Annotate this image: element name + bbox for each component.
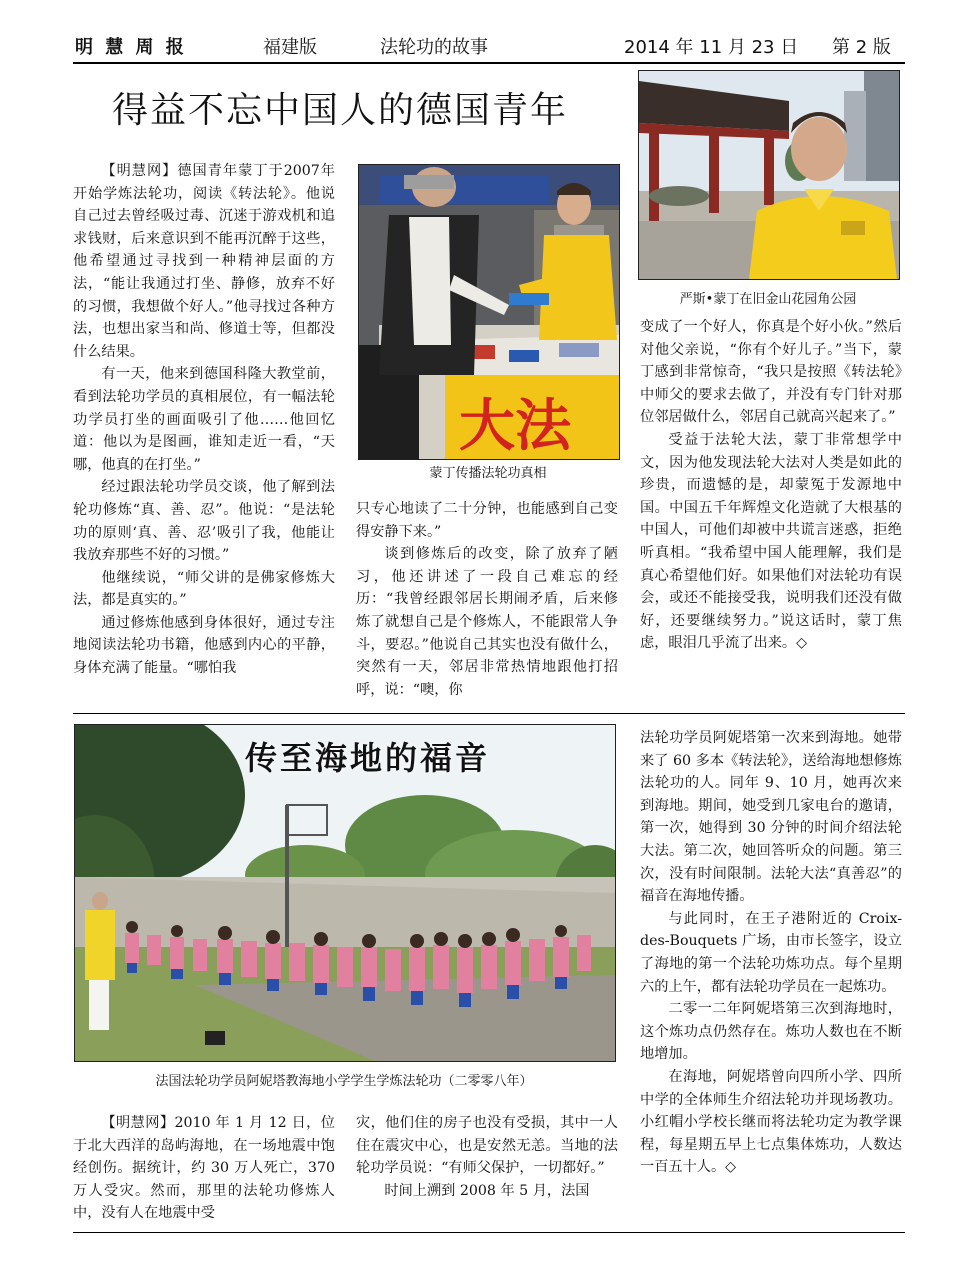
paragraph: 【明慧网】德国青年蒙丁于2007年开始学炼法轮功，阅读《转法轮》。他说自己过去曾经吸过毒、沉迷于游戏机和追求钱财，后来意识到不能再沉醉于这些，他希望通过寻找到一种精神层面的方法，“能让我通过打坐、静修，放弃不好的习惯，我想做个好人。”他寻找过各种方法，也想出家当和尚、修道士等，但都没什么结果。 (73, 163, 335, 360)
article2-col3 (640, 727, 902, 1227)
paragraph: 二零一二年阿妮塔第三次到海地时，这个炼功点仍然存在。炼功人数也在不断地增加。 (640, 1001, 902, 1063)
paragraph: 受益于法轮大法，蒙丁非常想学中文，因为他发现法轮大法对人类是如此的珍贵，而遗憾的是，却蒙冤于发源地中国。中国五千年辉煌文化造就了大根基的中国人，可他们却被中共谎言迷惑，拒绝听真相。“我希望中国人能理解，我们是真心希望他们好。如果他们对法轮功有误会，或还不能接受我，说明我们还没有做好，还要继续努力。”说这话时，蒙丁焦虑，眼泪几乎流了出来。◇ (640, 431, 902, 652)
article-divider (73, 713, 905, 714)
paragraph: 经过跟法轮功学员交谈，他了解到法轮功修炼“真、善、忍”。他说：“是法轮功的原则‘真、善、忍’吸引了我，他能让我放弃那些不好的习惯。” (73, 479, 335, 564)
article2-col2 (356, 1112, 618, 1228)
masthead-rule (73, 62, 905, 64)
article1-photo-booth (358, 164, 620, 460)
section-label: 法轮功的故事 (380, 37, 488, 58)
paragraph: 在海地，阿妮塔曾向四所小学、四所中学的全体师生介绍法轮功并现场教功。小红帽小学校长继而将法轮功定为教学课程，每星期五早上七点集体炼功，人数达一百五十人。◇ (640, 1068, 902, 1176)
paragraph: 有一天，他来到德国科隆大教堂前，看到法轮功学员的真相展位，有一幅法轮功学员打坐的画面吸引了他……他回忆道：他以为是图画，谁知走近一看，“天哪，他真的在打坐。” (73, 366, 335, 473)
masthead (73, 34, 903, 62)
page-number: 第 2 版 (832, 37, 891, 58)
article1-col3 (640, 316, 902, 702)
paragraph: 通过修炼他感到身体很好，通过专注地阅读法轮功书籍，他感到内心的平静，身体充满了能量。“哪怕我 (73, 614, 335, 677)
article1-photo2-caption: 严斯•蒙丁在旧金山花园角公园 (679, 292, 857, 307)
bottom-rule (73, 1232, 905, 1233)
article1-col2 (356, 498, 618, 702)
edition-label: 福建版 (263, 37, 317, 58)
article2-col1 (73, 1112, 335, 1228)
article1-photo1-caption: 蒙丁传播法轮功真相 (429, 466, 547, 481)
paragraph: 只专心地读了二十分钟，也能感到自己变得安静下来。” (356, 501, 618, 540)
paragraph: 法轮功学员阿妮塔第一次来到海地。她带来了 60 多本《转法轮》，送给海地想修炼法轮功的人。同年 9、10 月，她再次来到海地。期间，她受到几家电台的邀请，第一次，她得到 30 分钟的时间介绍法轮大法。第二次，她回答听众的问题。第三次，没有时间限制。法轮大法“真善忍”的福音在海地传播。 (640, 730, 902, 905)
article2-title: 传至海地的福音 (245, 739, 491, 777)
article1-title: 得益不忘中国人的德国青年 (112, 90, 569, 131)
banner-text: 大法 (459, 394, 571, 459)
article2-photo-caption: 法国法轮功学员阿妮塔教海地小学学生学炼法轮功（二零零八年） (155, 1074, 533, 1089)
issue-date: 2014 年 11 月 23 日 (624, 37, 799, 58)
paragraph: 他继续说，“师父讲的是佛家修炼大法，都是真实的。” (73, 569, 335, 609)
paragraph: 【明慧网】2010 年 1 月 12 日，位于北大西洋的岛屿海地，在一场地震中饱经创伤。据统计，约 30 万人死亡，370 万人受灾。然而，那里的法轮功修炼人中，没有人在地震中受 (73, 1115, 335, 1222)
paragraph: 谈到修炼后的改变，除了放弃了陋习，他还讲述了一段自己难忘的经历：“我曾经跟邻居长期闹矛盾，后来修炼了就想自己是个修炼人，不能跟常人争斗，要忍。”他说自己其实也没有做什么，突然有一天，邻居非常热情地跟他打招呼，说：“噢，你 (356, 546, 618, 698)
article1-photo-portrait (638, 70, 900, 280)
paragraph: 与此同时，在王子港附近的 Croix-des-Bouquets 广场，由市长签字，设立了海地的第一个法轮功炼功点。每个星期六的上午，都有法轮功学员在一起炼功。 (640, 910, 902, 995)
article1-col1 (73, 160, 335, 702)
paper-name: 明 慧 周 报 (75, 37, 187, 58)
paragraph: 时间上溯到 2008 年 5 月，法国 (384, 1182, 590, 1199)
paragraph: 灾，他们住的房子也没有受损，其中一人住在震灾中心，也是安然无恙。当地的法轮功学员说：“有师父保护，一切都好。” (356, 1115, 618, 1177)
paragraph: 变成了一个好人，你真是个好小伙。”然后对他父亲说，“你有个好儿子。”当下，蒙丁感到非常惊奇，“我只是按照《转法轮》中师父的要求去做了，并没有专门针对那位邻居做什么，邻居自己就高兴起来了。” (640, 319, 902, 426)
